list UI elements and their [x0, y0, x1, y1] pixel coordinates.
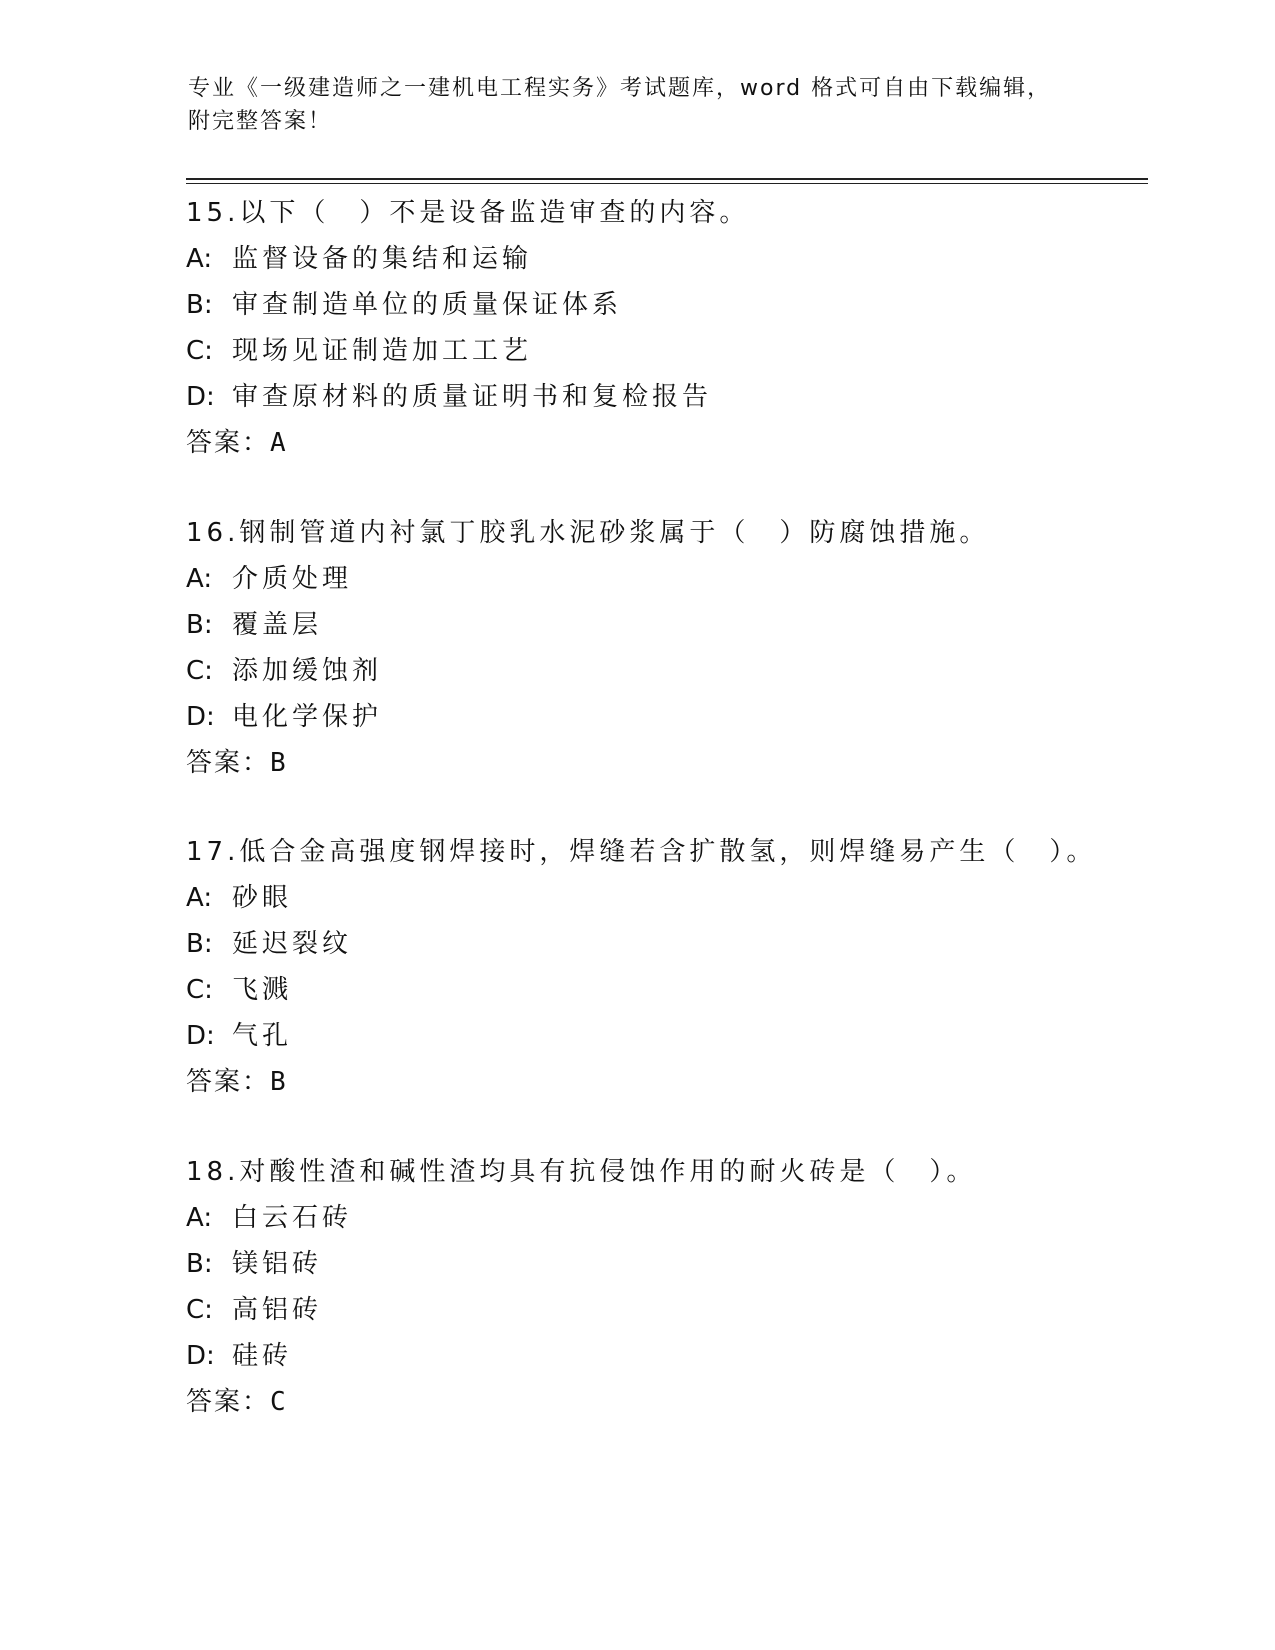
option-letter: D:	[186, 1341, 215, 1371]
option-letter: A:	[186, 1203, 213, 1233]
answer-value: B	[270, 748, 288, 778]
option-text: 监督设备的集结和运输	[232, 244, 533, 274]
option-text: 白云石砖	[232, 1203, 353, 1233]
option-c	[186, 1287, 1186, 1333]
option-text: 镁铝砖	[232, 1249, 323, 1279]
header-line-2: 附完整答案！	[188, 109, 333, 134]
option-letter: B:	[186, 1249, 213, 1279]
option-b	[186, 921, 1186, 967]
option-text: 气孔	[232, 1021, 293, 1051]
answer-label: 答案：	[186, 1067, 271, 1097]
option-letter: C:	[186, 975, 213, 1005]
option-letter: A:	[186, 244, 213, 274]
option-letter: A:	[186, 564, 213, 594]
option-text: 现场见证制造加工工艺	[232, 336, 533, 366]
answer-line	[186, 740, 1186, 786]
document-header	[188, 72, 1088, 138]
question-16	[186, 510, 1186, 786]
question-18	[186, 1149, 1186, 1425]
question-17	[186, 829, 1186, 1105]
option-a	[186, 1195, 1186, 1241]
answer-line	[186, 1059, 1186, 1105]
header-divider-thin	[186, 183, 1148, 184]
question-15	[186, 190, 1186, 466]
option-letter: C:	[186, 1295, 213, 1325]
option-letter: B:	[186, 290, 213, 320]
answer-line	[186, 420, 1186, 466]
option-b	[186, 602, 1186, 648]
answer-value: C	[270, 1387, 288, 1417]
option-text: 审查原材料的质量证明书和复检报告	[232, 382, 713, 412]
option-text: 飞溅	[232, 975, 293, 1005]
option-c	[186, 967, 1186, 1013]
option-text: 砂眼	[232, 883, 293, 913]
question-stem: 16.钢制管道内衬氯丁胶乳水泥砂浆属于（ ）防腐蚀措施。	[186, 518, 990, 548]
option-letter: B:	[186, 610, 213, 640]
question-stem: 17.低合金高强度钢焊接时，焊缝若含扩散氢，则焊缝易产生（ ）。	[186, 837, 1097, 867]
option-text: 覆盖层	[232, 610, 323, 640]
option-a	[186, 875, 1186, 921]
option-letter: D:	[186, 1021, 215, 1051]
option-b	[186, 1241, 1186, 1287]
option-letter: D:	[186, 702, 215, 732]
option-text: 添加缓蚀剂	[232, 656, 383, 686]
option-text: 审查制造单位的质量保证体系	[232, 290, 623, 320]
option-d	[186, 694, 1186, 740]
option-letter: D:	[186, 382, 215, 412]
option-a	[186, 556, 1186, 602]
option-a	[186, 236, 1186, 282]
option-text: 电化学保护	[232, 702, 383, 732]
option-letter: A:	[186, 883, 213, 913]
option-text: 延迟裂纹	[232, 929, 353, 959]
answer-label: 答案：	[186, 428, 271, 458]
option-text: 高铝砖	[232, 1295, 323, 1325]
option-c	[186, 648, 1186, 694]
answer-value: B	[270, 1067, 288, 1097]
option-text: 硅砖	[232, 1341, 293, 1371]
answer-line	[186, 1379, 1186, 1425]
option-text: 介质处理	[232, 564, 353, 594]
option-letter: C:	[186, 656, 213, 686]
question-stem: 18.对酸性渣和碱性渣均具有抗侵蚀作用的耐火砖是（ ）。	[186, 1157, 977, 1187]
option-letter: B:	[186, 929, 213, 959]
header-line-1: 专业《一级建造师之一建机电工程实务》考试题库，word 格式可自由下载编辑，	[188, 76, 1052, 101]
option-d	[186, 374, 1186, 420]
answer-label: 答案：	[186, 1387, 271, 1417]
question-stem: 15.以下（ ）不是设备监造审查的内容。	[186, 198, 750, 228]
header-divider-thick	[186, 178, 1148, 180]
option-letter: C:	[186, 336, 213, 366]
answer-label: 答案：	[186, 748, 271, 778]
option-c	[186, 328, 1186, 374]
option-b	[186, 282, 1186, 328]
answer-value: A	[270, 428, 288, 458]
option-d	[186, 1013, 1186, 1059]
option-d	[186, 1333, 1186, 1379]
